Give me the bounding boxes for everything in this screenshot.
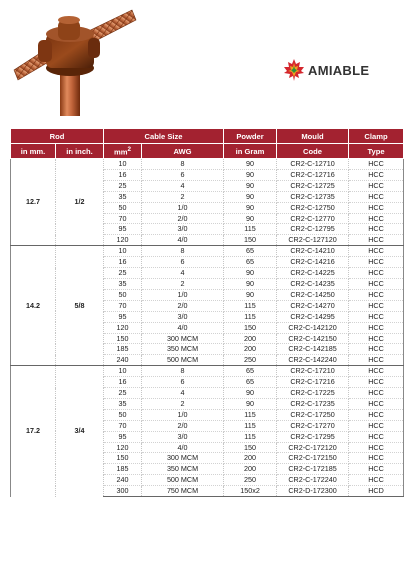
header-rod-inch: in inch. bbox=[56, 144, 104, 159]
clamp-type-cell: HCC bbox=[349, 180, 404, 191]
clamp-type-cell: HCC bbox=[349, 333, 404, 344]
powder-cell: 150 bbox=[224, 235, 277, 246]
header-row-top bbox=[11, 129, 404, 144]
mould-code-cell: CR2-D-172300 bbox=[277, 486, 349, 497]
mould-code-cell: CR2-C-172185 bbox=[277, 464, 349, 475]
mould-code-cell: CR2-C-172120 bbox=[277, 442, 349, 453]
awg-cell: 750 MCM bbox=[142, 486, 224, 497]
powder-cell: 90 bbox=[224, 388, 277, 399]
awg-cell: 1/0 bbox=[142, 289, 224, 300]
spec-table bbox=[10, 128, 404, 497]
mould-code-cell: CR2-C-12750 bbox=[277, 202, 349, 213]
clamp-type-cell: HCC bbox=[349, 300, 404, 311]
clamp-type-cell: HCC bbox=[349, 246, 404, 257]
clamp-type-cell: HCC bbox=[349, 453, 404, 464]
header-clamp: Clamp bbox=[349, 129, 404, 144]
rod-group bbox=[11, 159, 404, 246]
awg-cell: 4/0 bbox=[142, 235, 224, 246]
clamp-type-cell: HCC bbox=[349, 420, 404, 431]
rod-inch-cell: 3/4 bbox=[56, 366, 104, 497]
mm2-cell: 16 bbox=[104, 257, 142, 268]
clamp-type-cell: HCC bbox=[349, 475, 404, 486]
mm2-cell: 50 bbox=[104, 409, 142, 420]
mm2-cell: 10 bbox=[104, 159, 142, 170]
clamp-type-cell: HCC bbox=[349, 311, 404, 322]
mm2-cell: 95 bbox=[104, 311, 142, 322]
mm2-cell: 16 bbox=[104, 169, 142, 180]
awg-cell: 2/0 bbox=[142, 213, 224, 224]
clamp-type-cell: HCC bbox=[349, 442, 404, 453]
awg-cell: 3/0 bbox=[142, 224, 224, 235]
header-rod: Rod bbox=[11, 129, 104, 144]
header-powder-unit: in Gram bbox=[224, 144, 277, 159]
awg-cell: 3/0 bbox=[142, 311, 224, 322]
header-mm2-sup: 2 bbox=[127, 145, 132, 153]
mm2-cell: 50 bbox=[104, 289, 142, 300]
header-mould-code: Code bbox=[277, 144, 349, 159]
clamp-type-cell: HCC bbox=[349, 235, 404, 246]
powder-cell: 115 bbox=[224, 311, 277, 322]
header-mould: Mould bbox=[277, 129, 349, 144]
mm2-cell: 70 bbox=[104, 420, 142, 431]
mould-code-cell: CR2-C-127120 bbox=[277, 235, 349, 246]
powder-cell: 200 bbox=[224, 453, 277, 464]
mould-code-cell: CR2-C-17295 bbox=[277, 431, 349, 442]
mould-code-cell: CR2-C-142120 bbox=[277, 322, 349, 333]
mould-code-cell: CR2-C-17225 bbox=[277, 388, 349, 399]
mm2-cell: 70 bbox=[104, 213, 142, 224]
awg-cell: 1/0 bbox=[142, 202, 224, 213]
mould-code-cell: CR2-C-17235 bbox=[277, 398, 349, 409]
clamp-type-cell: HCC bbox=[349, 388, 404, 399]
powder-cell: 115 bbox=[224, 420, 277, 431]
clamp-type-cell: HCC bbox=[349, 431, 404, 442]
mm2-cell: 120 bbox=[104, 322, 142, 333]
rod-inch-cell: 5/8 bbox=[56, 246, 104, 366]
mould-code-cell: CR2-C-142185 bbox=[277, 344, 349, 355]
powder-cell: 200 bbox=[224, 344, 277, 355]
mm2-cell: 185 bbox=[104, 464, 142, 475]
awg-cell: 2 bbox=[142, 398, 224, 409]
mm2-cell: 240 bbox=[104, 355, 142, 366]
mm2-cell: 25 bbox=[104, 388, 142, 399]
powder-cell: 90 bbox=[224, 169, 277, 180]
powder-cell: 90 bbox=[224, 213, 277, 224]
mm2-cell: 240 bbox=[104, 475, 142, 486]
powder-cell: 90 bbox=[224, 289, 277, 300]
powder-cell: 65 bbox=[224, 377, 277, 388]
awg-cell: 8 bbox=[142, 246, 224, 257]
mm2-cell: 35 bbox=[104, 278, 142, 289]
rod-mm-cell: 12.7 bbox=[11, 159, 56, 246]
header-powder: Powder bbox=[224, 129, 277, 144]
awg-cell: 300 MCM bbox=[142, 453, 224, 464]
mould-code-cell: CR2-C-142240 bbox=[277, 355, 349, 366]
mould-code-cell: CR2-C-172240 bbox=[277, 475, 349, 486]
mould-code-cell: CR2-C-14225 bbox=[277, 268, 349, 279]
clamp-type-cell: HCC bbox=[349, 464, 404, 475]
table-row bbox=[11, 366, 404, 377]
clamp-type-cell: HCC bbox=[349, 169, 404, 180]
clamp-type-cell: HCC bbox=[349, 377, 404, 388]
powder-cell: 150 bbox=[224, 322, 277, 333]
clamp-type-cell: HCC bbox=[349, 191, 404, 202]
awg-cell: 350 MCM bbox=[142, 344, 224, 355]
clamp-type-cell: HCC bbox=[349, 366, 404, 377]
mould-code-cell: CR2-C-12795 bbox=[277, 224, 349, 235]
rod-group bbox=[11, 246, 404, 366]
powder-cell: 200 bbox=[224, 464, 277, 475]
awg-cell: 4 bbox=[142, 388, 224, 399]
awg-cell: 6 bbox=[142, 257, 224, 268]
powder-cell: 65 bbox=[224, 257, 277, 268]
awg-cell: 2 bbox=[142, 278, 224, 289]
mm2-cell: 120 bbox=[104, 442, 142, 453]
mould-code-cell: CR2-C-14295 bbox=[277, 311, 349, 322]
awg-cell: 500 MCM bbox=[142, 355, 224, 366]
header-cable-size: Cable Size bbox=[104, 129, 224, 144]
powder-cell: 200 bbox=[224, 333, 277, 344]
powder-cell: 90 bbox=[224, 278, 277, 289]
header-mm2-unit: mm bbox=[113, 147, 128, 157]
mm2-cell: 16 bbox=[104, 377, 142, 388]
copper-cable-to-rod-weld-icon bbox=[8, 4, 138, 116]
clamp-type-cell: HCC bbox=[349, 322, 404, 333]
awg-cell: 8 bbox=[142, 366, 224, 377]
table-row bbox=[11, 159, 404, 170]
powder-cell: 115 bbox=[224, 431, 277, 442]
header-row-sub bbox=[11, 144, 404, 159]
mm2-cell: 150 bbox=[104, 453, 142, 464]
awg-cell: 300 MCM bbox=[142, 333, 224, 344]
powder-cell: 90 bbox=[224, 159, 277, 170]
powder-cell: 250 bbox=[224, 355, 277, 366]
brand-name: AMIABLE bbox=[308, 62, 370, 78]
mould-code-cell: CR2-C-17250 bbox=[277, 409, 349, 420]
rod-inch-cell: 1/2 bbox=[56, 159, 104, 246]
awg-cell: 500 MCM bbox=[142, 475, 224, 486]
powder-cell: 90 bbox=[224, 202, 277, 213]
clamp-type-cell: HCC bbox=[349, 202, 404, 213]
mould-code-cell: CR2-C-12770 bbox=[277, 213, 349, 224]
mm2-cell: 10 bbox=[104, 366, 142, 377]
powder-cell: 115 bbox=[224, 409, 277, 420]
mould-code-cell: CR2-C-142150 bbox=[277, 333, 349, 344]
header-awg: AWG bbox=[142, 144, 224, 159]
awg-cell: 2 bbox=[142, 191, 224, 202]
rod-mm-cell: 14.2 bbox=[11, 246, 56, 366]
mm2-cell: 95 bbox=[104, 224, 142, 235]
mm2-cell: 300 bbox=[104, 486, 142, 497]
clamp-type-cell: HCC bbox=[349, 398, 404, 409]
header-rod-mm: in mm. bbox=[11, 144, 56, 159]
clamp-type-cell: HCC bbox=[349, 289, 404, 300]
awg-cell: 4 bbox=[142, 180, 224, 191]
mould-code-cell: CR2-C-14210 bbox=[277, 246, 349, 257]
powder-cell: 90 bbox=[224, 398, 277, 409]
awg-cell: 6 bbox=[142, 169, 224, 180]
powder-cell: 115 bbox=[224, 224, 277, 235]
mould-code-cell: CR2-C-14216 bbox=[277, 257, 349, 268]
powder-cell: 150x2 bbox=[224, 486, 277, 497]
rod-mm-cell: 17.2 bbox=[11, 366, 56, 497]
clamp-type-cell: HCD bbox=[349, 486, 404, 497]
clamp-type-cell: HCC bbox=[349, 224, 404, 235]
powder-cell: 150 bbox=[224, 442, 277, 453]
mm2-cell: 25 bbox=[104, 268, 142, 279]
mould-code-cell: CR2-C-17210 bbox=[277, 366, 349, 377]
awg-cell: 6 bbox=[142, 377, 224, 388]
mould-code-cell: CR2-C-14235 bbox=[277, 278, 349, 289]
mm2-cell: 35 bbox=[104, 398, 142, 409]
awg-cell: 4 bbox=[142, 268, 224, 279]
awg-cell: 2/0 bbox=[142, 420, 224, 431]
clamp-type-cell: HCC bbox=[349, 409, 404, 420]
powder-cell: 250 bbox=[224, 475, 277, 486]
brand-logo bbox=[282, 58, 369, 82]
mm2-cell: 95 bbox=[104, 431, 142, 442]
awg-cell: 350 MCM bbox=[142, 464, 224, 475]
mm2-cell: 10 bbox=[104, 246, 142, 257]
clamp-type-cell: HCC bbox=[349, 278, 404, 289]
table-row bbox=[11, 246, 404, 257]
awg-cell: 8 bbox=[142, 159, 224, 170]
clamp-type-cell: HCC bbox=[349, 268, 404, 279]
powder-cell: 90 bbox=[224, 191, 277, 202]
awg-cell: 4/0 bbox=[142, 442, 224, 453]
mm2-cell: 185 bbox=[104, 344, 142, 355]
clamp-type-cell: HCC bbox=[349, 344, 404, 355]
mould-code-cell: CR2-C-14250 bbox=[277, 289, 349, 300]
mould-code-cell: CR2-C-14270 bbox=[277, 300, 349, 311]
mould-code-cell: CR2-C-12735 bbox=[277, 191, 349, 202]
mm2-cell: 70 bbox=[104, 300, 142, 311]
powder-cell: 90 bbox=[224, 268, 277, 279]
awg-cell: 1/0 bbox=[142, 409, 224, 420]
mould-code-cell: CR2-C-12716 bbox=[277, 169, 349, 180]
mm2-cell: 50 bbox=[104, 202, 142, 213]
awg-cell: 2/0 bbox=[142, 300, 224, 311]
mm2-cell: 35 bbox=[104, 191, 142, 202]
rod-group bbox=[11, 366, 404, 497]
mould-code-cell: CR2-C-12725 bbox=[277, 180, 349, 191]
clamp-type-cell: HCC bbox=[349, 159, 404, 170]
powder-cell: 65 bbox=[224, 366, 277, 377]
awg-cell: 4/0 bbox=[142, 322, 224, 333]
mm2-cell: 120 bbox=[104, 235, 142, 246]
mm2-cell: 25 bbox=[104, 180, 142, 191]
mm2-cell: 150 bbox=[104, 333, 142, 344]
powder-cell: 115 bbox=[224, 300, 277, 311]
clamp-type-cell: HCC bbox=[349, 257, 404, 268]
mould-code-cell: CR2-C-17216 bbox=[277, 377, 349, 388]
header-clamp-type: Type bbox=[349, 144, 404, 159]
header-mm2 bbox=[104, 144, 142, 159]
mould-code-cell: CR2-C-17270 bbox=[277, 420, 349, 431]
amiable-maple-leaf-icon bbox=[282, 58, 306, 82]
mould-code-cell: CR2-C-172150 bbox=[277, 453, 349, 464]
powder-cell: 65 bbox=[224, 246, 277, 257]
awg-cell: 3/0 bbox=[142, 431, 224, 442]
mould-code-cell: CR2-C-12710 bbox=[277, 159, 349, 170]
powder-cell: 90 bbox=[224, 180, 277, 191]
clamp-type-cell: HCC bbox=[349, 355, 404, 366]
clamp-type-cell: HCC bbox=[349, 213, 404, 224]
